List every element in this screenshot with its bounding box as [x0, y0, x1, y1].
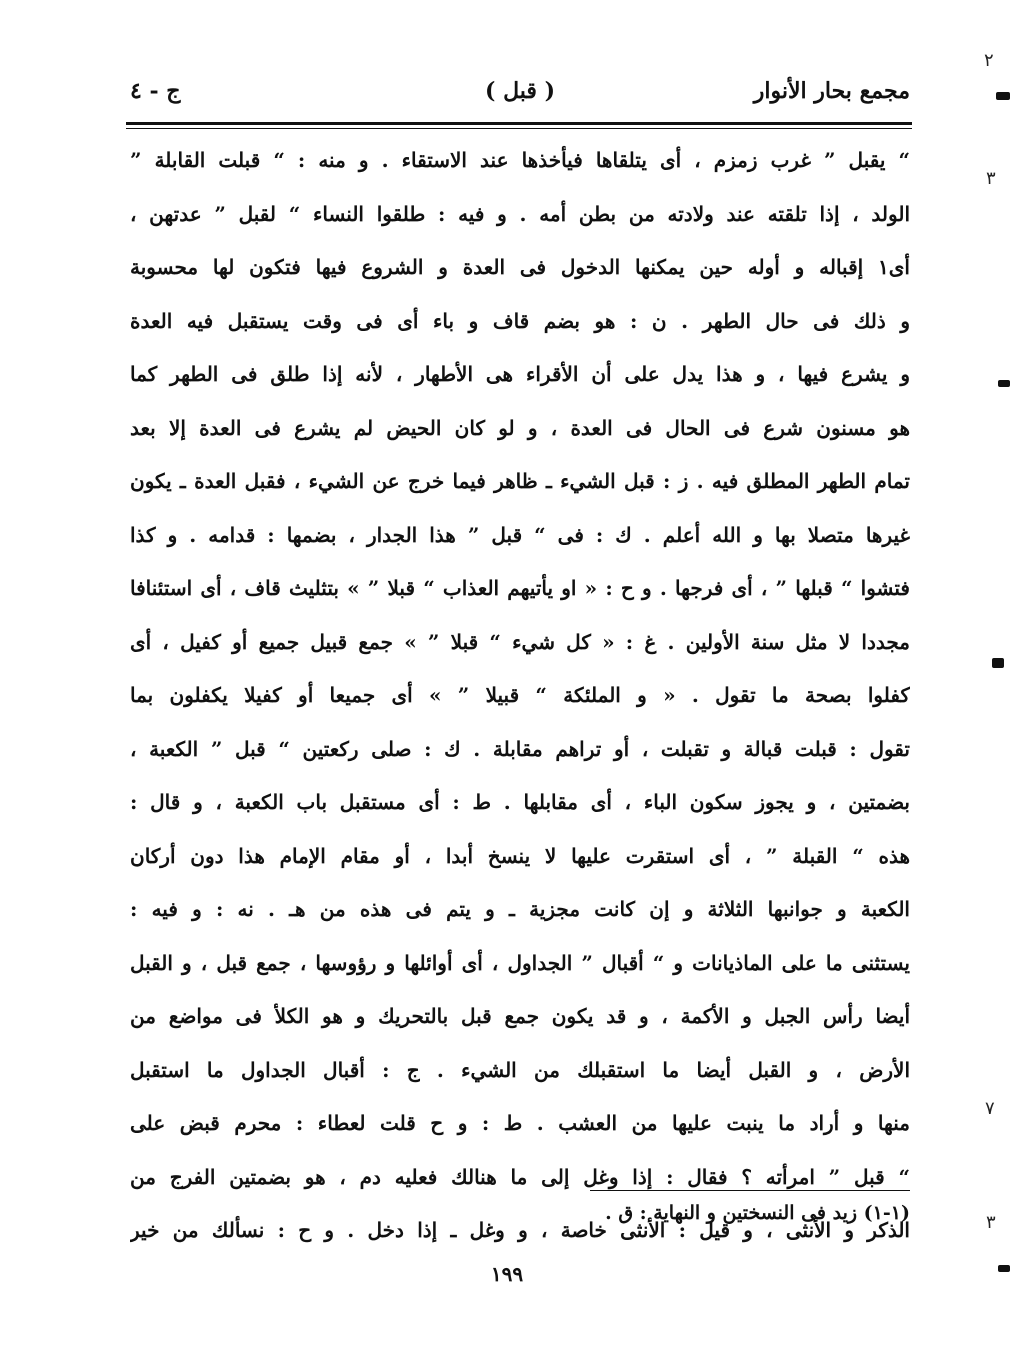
text-line: الكعبة و جوانبها الثلاثة و إن كانت مجزية ـ و يتم فى هذه من هـ . نه : و فيه : [130, 897, 910, 921]
scan-blot [998, 380, 1010, 387]
text-line: يستثنى ما على الماذيانات و “ أقبال ” الجداول ، أى أوائلها و رؤوسها ، جمع قبل ، و القبل [130, 950, 910, 975]
text-line: الأرض ، و القبل أيضا ما استقبلك من الشيء . ج : أقبال الجداول ما استقبل [130, 1057, 910, 1082]
header-rule-thin [126, 128, 912, 129]
book-title: مجمع بحار الأنوار [753, 78, 910, 104]
margin-mark: ٣ [986, 1212, 996, 1233]
text-line: الولد ، إذا تلقته عند ولادته من بطن أمه . و فيه : طلقوا النساء “ لقبل ” عدتهن ، [130, 201, 910, 226]
volume-label: ج - ٤ [130, 78, 181, 104]
main-text [130, 140, 910, 1264]
margin-mark: ٢ [984, 50, 994, 71]
text-line: غيرها متصلا بها و الله أعلم . ك : فى “ قبل ” هذا الجدار ، بضمها : قدامه . و كذا [130, 522, 910, 547]
margin-mark: ٧ [985, 1098, 995, 1119]
text-line: كفلوا بصحة ما تقول . « و الملئكة “ قبيلا ” » أى جميعا أو كفيلا يكفلون بما [130, 683, 910, 707]
header-rule-thick [126, 122, 912, 125]
text-line: الذكر و الأنثى ، و قيل : الأنثى خاصة ، و وغل ـ إذا دخل . و ح : نسألك من خير [130, 1218, 910, 1242]
page-header [130, 78, 910, 118]
text-line: و يشرع فيها ، و هذا يدل على أن الأقراء هى الأطهار ، لأنه إذا طلق فى الطهر كما [130, 362, 910, 386]
page-number: ١٩٩ [490, 1262, 524, 1286]
text-line: بضمتين ، و يجوز سكون الباء ، أى مقابلها . ط : أى مستقبل باب الكعبة ، و قال : [130, 790, 910, 814]
margin-mark: ٣ [986, 168, 996, 189]
text-line: “ يقبل ” غرب زمزم ، أى يتلقاها فيأخذها عند الاستقاء . و منه : “ قبلت القابلة ” [130, 148, 910, 172]
text-line: منها و أراد ما ينبت عليها من العشب . ط : و ح قلت لعطاء : محرم قبض على [130, 1111, 910, 1135]
footnote: (١-١) زيد فى النسختين و النهاية : ق . [605, 1202, 910, 1224]
text-line: “ قبل ” امرأته ؟ فقال : إذا وغل إلى ما هنالك فعليه دم ، هو بضمتين الفرج من [130, 1164, 910, 1189]
entry-heading: ( قبل ) [485, 78, 555, 104]
text-line: أيضا رأس الجبل و الأكمة ، و قد يكون جمع قبل بالتحريك و هو الكلأ فى مواضع من [130, 1004, 910, 1028]
text-line: مجددا لا مثل سنة الأولين . غ : « كل شيء “ قبلا ” » جمع قبيل جميع أو كفيل ، أى [130, 629, 910, 654]
text-line: أى١ إقباله و أوله حين يمكنها الدخول فى العدة و الشروع فيها فتكون لها محسوبة [130, 255, 910, 279]
scan-blot [998, 1265, 1010, 1272]
text-line: و ذلك فى حال الطهر . ن : هو بضم قاف و باء أى فى وقت يستقبل فيه العدة [130, 308, 910, 333]
scan-blot [992, 658, 1004, 668]
text-line: هو مسنون شرع فى الحال فى العدة ، و لو كان الحيض لم يشرع فى العدة إلا بعد [130, 415, 910, 440]
scan-blot [996, 92, 1010, 100]
footnote-rule [590, 1190, 910, 1191]
text-line: تمام الطهر المطلق فيه . ز : قبل الشيء ـ ظاهر فيما خرج عن الشيء ، فقبل العدة ـ يكون [130, 469, 910, 493]
text-line: تقول : قبلت قبالة و تقبلت ، أو تراهم مقابلة . ك : صلى ركعتين “ قبل ” الكعبة ، [130, 736, 910, 761]
text-line: هذه “ القبلة ” ، أى استقرت عليها لا ينسخ أبدا ، أو مقام الإمام هذا دون أركان [130, 843, 910, 868]
text-line: فتشوا “ قبلها ” ، أى فرجها . و ح : « او يأتيهم العذاب “ قبلا ” » بتثليث قاف ، أى استئنافا [130, 576, 910, 600]
